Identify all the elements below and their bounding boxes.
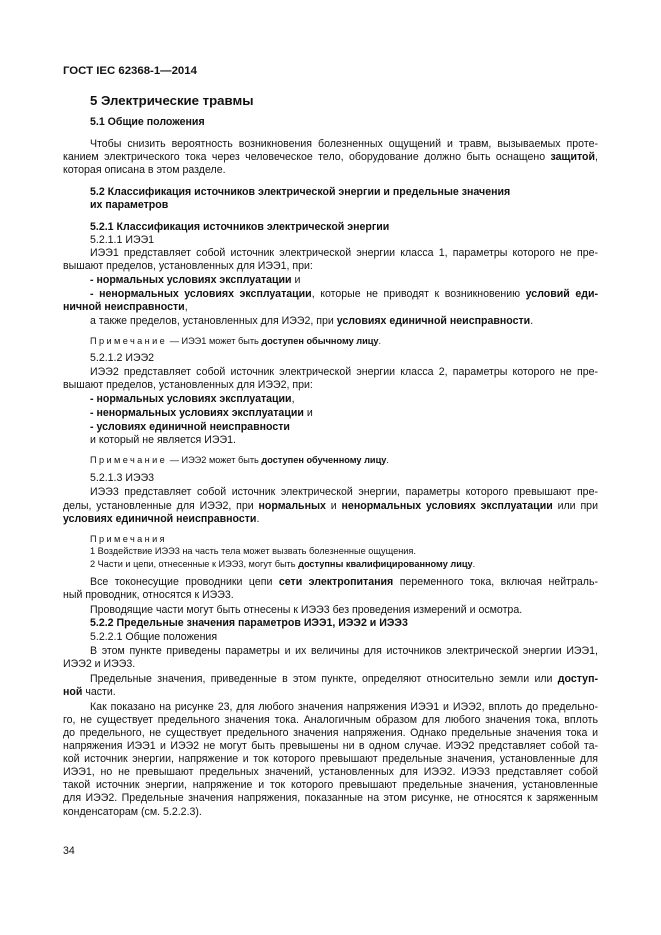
text-segment: ИЭЭ2 представляет собой источник электрической энергии класса 2, параметры которого не пре- [90,366,598,378]
text-segment: ИЭЭ1, но не превышают предельных значений, установленных для ИЭЭ2. ИЭЭ3 представляет собой [63,766,598,778]
text-line-n3b [90,558,598,571]
text-segment: - [90,421,97,433]
text-line-h5213 [90,472,598,485]
text-line-p2b [63,260,598,273]
text-segment: условий еди- [525,288,598,300]
text-line-p5b [63,589,598,602]
text-line-p1c [63,164,598,177]
text-segment: сети электропитания [278,576,394,588]
text-segment: условиях единичной неисправности [336,315,531,327]
text-line-h5212 [90,352,598,365]
text-segment: и [291,274,301,286]
text-line-p1b [63,151,598,164]
text-segment: - [90,274,97,286]
text-segment: нормальных условиях эксплуатации [96,274,292,286]
text-line-p9a [90,701,598,714]
text-segment: , [595,151,598,163]
text-segment: — ИЭЭ1 может быть [167,336,262,346]
text-line-h52b [90,199,598,212]
text-segment: и который не является ИЭЭ1. [90,434,236,446]
text-line-p4b [63,500,598,513]
text-line-p2e [63,301,598,314]
text-segment: Чтобы снизить вероятность возникновения болезненных ощущений и травм, вызываемых проте- [90,138,598,150]
text-line-p7a [90,645,598,658]
text-segment: которая описана в этом разделе. [63,164,226,176]
text-segment: В этом пункте приведены параметры и их величины для источников электрической энергии ИЭЭ1, [90,645,598,657]
text-line-p2f [90,315,598,328]
text-line-n3a [90,545,598,558]
text-segment: 5.2.1.2 ИЭЭ2 [90,352,155,364]
text-line-h5221 [90,631,598,644]
text-segment: вышают пределов, установленных для ИЭЭ2, при: [63,379,313,391]
text-line-h52a [90,186,598,199]
text-line-h521 [90,221,598,234]
text-line-p6 [90,604,598,617]
text-line-p4c [63,513,598,526]
text-segment: , которые не приводят к возникновению [311,288,526,300]
text-segment: ный проводник, относятся к ИЭЭ3. [63,589,234,601]
text-segment: - [90,393,97,405]
text-segment: 1 Воздействие ИЭЭ3 на часть тела может вызвать болезненные ощущения. [90,546,416,556]
page-number: 34 [63,845,75,857]
text-line-h5 [90,93,598,109]
text-line-p2a [90,247,598,260]
text-segment: - [90,407,97,419]
text-line-p9g [63,779,598,792]
text-segment: 5.2 Классификация источников электрической энергии и предельные значения [90,186,511,198]
text-segment: условиях единичной неисправности [96,421,290,433]
text-segment: ИЭЭ3 представляет собой источник электрической энергии, параметры которого превышают пре- [90,486,598,498]
text-line-p9b [63,714,598,727]
text-line-p3c [90,393,598,406]
text-line-n2 [90,454,598,467]
text-segment: - [90,288,100,300]
text-segment: доступен обученному лицу [261,455,387,465]
text-segment: , [184,301,188,313]
text-segment: 2 Части и цепи, отнесенные к ИЭЭ3, могут быть [90,559,299,569]
text-segment: Примечание [90,455,168,465]
text-segment: Проводящие части могут быть отнесены к ИЭЭ3 без проведения измерений и осмотра. [90,604,523,616]
text-line-p2d [90,288,598,301]
text-segment: а также пределов, установленных для ИЭЭ2, при [90,315,337,327]
text-line-p5a [90,576,598,589]
text-segment: и [303,407,313,419]
text-segment: ИЭЭ2 и ИЭЭ3. [63,658,136,670]
text-segment: ненормальных условиях эксплуатации [96,407,304,419]
text-line-p3e [90,421,598,434]
text-segment: ненормальных условиях эксплуатации [341,500,553,512]
text-segment: ненормальных условиях эксплуатации [99,288,312,300]
text-segment: ИЭЭ1 представляет собой источник электрической энергии класса 1, параметры которого не пре- [90,247,598,259]
text-segment: . [386,455,389,465]
text-segment: конденсаторам (см. 5.2.2.3). [63,806,202,818]
text-segment: кой источник энергии, напряжение и ток которого превышают предельные значения, установленные для [63,753,598,765]
text-line-p9f [63,766,598,779]
text-segment: 5.2.1.3 ИЭЭ3 [90,472,155,484]
text-segment: — ИЭЭ2 может быть [167,455,262,465]
text-segment: напряжения ИЭЭ1 и ИЭЭ2 не могут быть превышены ни в одном случае. ИЭЭ2 представляет собой та- [63,740,598,752]
text-line-p4a [90,486,598,499]
text-line-p1a [90,138,598,151]
text-line-p3a [90,366,598,379]
text-segment: , [291,393,295,405]
text-segment: доступны квалифицированному лицу [298,559,473,569]
text-segment: такой источник энергии, напряжение и ток которого превышают предельные значения, установленные [63,779,598,791]
document-header: ГОСТ IEC 62368-1—2014 [63,65,197,77]
text-segment: . [378,336,382,346]
text-line-p9i [63,806,598,819]
text-segment: 5.2.1 Классификация источников электрической энергии [90,221,390,233]
text-segment: вышают пределов, установленных для ИЭЭ1, при: [63,260,313,272]
text-segment: . [530,315,534,327]
text-line-n1 [90,335,598,348]
text-line-p9e [63,753,598,766]
text-segment: 5 Электрические травмы [90,93,254,108]
text-line-p3b [63,379,598,392]
text-segment: го, не существует предельного значения тока. Аналогичным образом для любого значения тока, вплоть [63,714,598,726]
text-line-p8b [63,686,598,699]
text-segment: . [472,559,476,569]
text-line-p9d [63,740,598,753]
text-segment: нормальных условиях эксплуатации [96,393,292,405]
text-segment: 5.2.2.1 Общие положения [90,631,218,643]
text-line-p9c [63,727,598,740]
text-line-p8a [90,673,598,686]
text-segment: переменного тока, включая нейтраль- [393,576,598,588]
text-segment: 5.2.1.1 ИЭЭ1 [90,234,155,246]
text-segment: Предельные значения, приведенные в этом пункте, определяют относительно земли или [90,673,558,685]
text-line-p7b [63,658,598,671]
text-line-h5211 [90,234,598,247]
text-segment: канием электрического тока через человеческое тело, оборудование должно быть оснащено [63,151,551,163]
text-line-p2c [90,274,598,287]
text-segment: Примечания [90,534,168,544]
text-segment: до предельного, не существует предельного значения напряжения. Однако предельные значения тока и [63,727,598,739]
text-segment: доступ- [557,673,598,685]
text-segment: защитой [550,151,596,163]
text-segment: делы, установленные для ИЭЭ2, при [63,500,259,512]
text-segment: нормальных [258,500,326,512]
text-segment: Все токонесущие проводники цепи [90,576,279,588]
text-segment: 5.1 Общие положения [90,116,205,128]
text-segment: условиях единичной неисправности [63,513,257,525]
text-line-h522 [90,617,598,630]
text-segment: 5.2.2 Предельные значения параметров ИЭЭ1, ИЭЭ2 и ИЭЭ3 [90,617,408,629]
text-line-p9h [63,792,598,805]
text-segment: их параметров [90,199,169,211]
text-segment: доступен обычному лицу [261,336,379,346]
text-line-h51 [90,116,598,129]
text-segment: или при [552,500,598,512]
text-segment: части. [82,686,116,698]
text-segment: . [256,513,260,525]
text-segment: Примечание [90,336,168,346]
text-segment: ной [63,686,83,698]
text-line-p3d [90,407,598,420]
text-segment: для ИЭЭ2. Предельные значения напряжения, показанные на этом рисунке, не относятся к заряженным [63,792,598,804]
text-segment: ничной неисправности [63,301,185,313]
text-segment: и [325,500,342,512]
text-line-p3f [90,434,598,447]
text-segment: Как показано на рисунке 23, для любого значения напряжения ИЭЭ1 и ИЭЭ2, вплоть до предельно- [90,701,598,713]
